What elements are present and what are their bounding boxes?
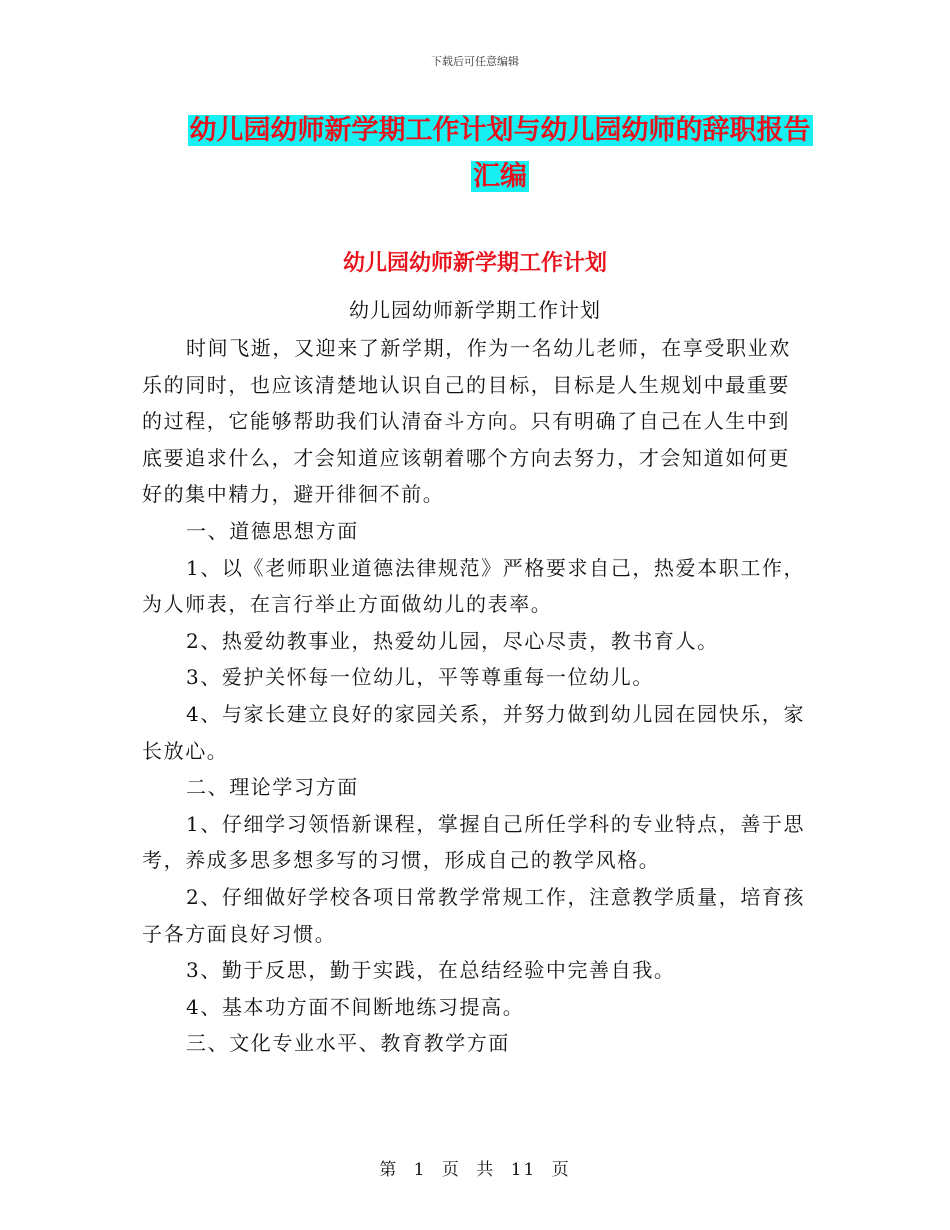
list-item: 4、与家长建立良好的家园关系，并努力做到幼儿园在园快乐，家长放心。 — [142, 701, 806, 763]
document-title-line2: 汇编 — [473, 161, 527, 192]
list-item: 2、仔细做好学校各项日常教学常规工作，注意教学质量，培育孩子各方面良好习惯。 — [142, 884, 806, 946]
footer-page-unit: 页 — [441, 1160, 461, 1180]
subtitle: 幼儿园幼师新学期工作计划 — [349, 298, 601, 322]
paragraph-intro: 时间飞逝，又迎来了新学期，作为一名幼儿老师，在享受职业欢乐的同时，也应该清楚地认识自己的目标，目标是人生规划中最重要的过程，它能够帮助我们认清奋斗方向。只有明确了自己在人生中到底要追求什么，才会知道应该朝着哪个方向去努力，才会知道如何更好的集中精力，避开徘徊不前。 — [142, 336, 791, 507]
section-title: 幼儿园幼师新学期工作计划 — [342, 250, 607, 276]
footer-total-unit: 页 — [551, 1160, 571, 1180]
list-item: 3、爱护关怀每一位幼儿，平等尊重每一位幼儿。 — [186, 665, 654, 690]
footer-total-label: 共 — [476, 1160, 496, 1180]
footer-total-pages: 11 — [510, 1160, 537, 1180]
heading-moral: 一、道德思想方面 — [186, 518, 359, 543]
header-note: 下载后可任意编辑 — [431, 55, 519, 68]
footer-page-label: 第 — [379, 1160, 399, 1180]
document-title-line1: 幼儿园幼师新学期工作计划与幼儿园幼师的辞职报告 — [189, 115, 811, 146]
heading-culture: 三、文化专业水平、教育教学方面 — [186, 1031, 510, 1056]
list-item: 2、热爱幼教事业，热爱幼儿园，尽心尽责，教书育人。 — [186, 628, 719, 653]
list-item: 4、基本功方面不间断地练习提高。 — [186, 994, 525, 1019]
list-item: 1、以《老师职业道德法律规范》严格要求自己，热爱本职工作，为人师表，在言行举止方面做幼儿的表率。 — [142, 555, 806, 617]
list-item: 3、勤于反思，勤于实践，在总结经验中完善自我。 — [186, 958, 676, 983]
document-title — [150, 108, 850, 200]
body-text — [142, 330, 810, 1062]
list-item: 1、仔细学习领悟新课程，掌握自己所任学科的专业特点，善于思考，养成多思多想多写的习惯，形成自己的教学风格。 — [142, 811, 806, 873]
heading-theory: 二、理论学习方面 — [186, 775, 359, 800]
footer-page-number: 1 — [413, 1160, 427, 1180]
page-footer — [0, 1155, 950, 1180]
